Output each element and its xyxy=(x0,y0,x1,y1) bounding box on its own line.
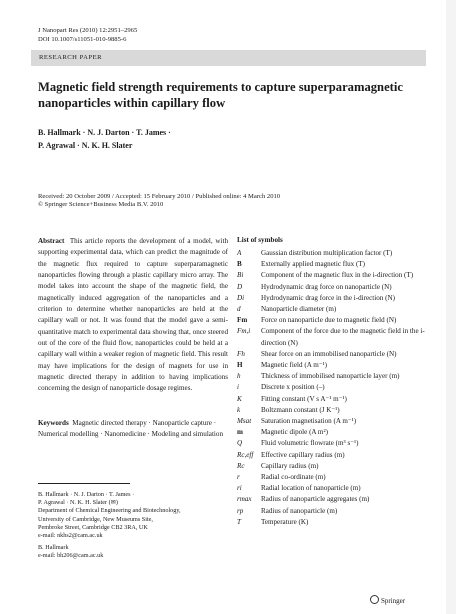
symbol-description: Thickness of immobilised nanoparticle layer (m) xyxy=(261,372,400,381)
symbol-row xyxy=(237,427,435,438)
keywords xyxy=(38,418,228,441)
symbol-description: Shear force on an immobilised nanoparticle (N) xyxy=(261,349,397,358)
publication-dates xyxy=(38,193,428,210)
symbol-description: Discrete x position (–) xyxy=(261,383,325,392)
symbol-description: Hydrodynamic drag force on nanoparticle (N) xyxy=(261,282,392,291)
symbol-row xyxy=(237,416,435,427)
affiliation-block xyxy=(38,491,228,561)
symbol-key: D xyxy=(237,282,243,291)
symbol-key: Bi xyxy=(237,271,244,280)
symbol-key: B xyxy=(237,260,242,269)
symbol-row xyxy=(237,394,435,405)
symbol-description: Radial co-ordinate (m) xyxy=(261,473,326,482)
page-edge xyxy=(446,0,456,614)
symbol-description: Temperature (K) xyxy=(261,517,309,526)
symbol-description: Radius of nanoparticle aggregates (m) xyxy=(261,495,370,504)
symbol-description: Gaussian distribution multiplication factor (T) xyxy=(261,249,393,257)
symbol-key: Di xyxy=(237,293,245,302)
symbol-description: Fluid volumetric flowrate (m³ s⁻¹) xyxy=(261,439,359,448)
keywords-label: Keywords xyxy=(38,419,69,427)
symbol-description: Hydrodynamic drag force in the i-direction (N) xyxy=(261,293,395,302)
symbol-key: Msat xyxy=(237,417,252,426)
symbol-row xyxy=(237,326,435,348)
symbol-row xyxy=(237,282,435,293)
symbol-description: Radius of nanoparticle (m) xyxy=(261,506,338,515)
symbol-description: Capillary radius (m) xyxy=(261,461,319,470)
dates-line: Received: 20 October 2009 / Accepted: 15 February 2010 / Published online: 4 March 2010 xyxy=(38,193,281,200)
authors-line-2: P. Agrawal · N. K. H. Slater xyxy=(38,140,133,150)
symbol-row xyxy=(237,450,435,461)
symbol-key: rmax xyxy=(237,495,252,504)
journal-header xyxy=(38,27,137,44)
symbol-description: Effective capillary radius (m) xyxy=(261,450,345,459)
publisher-footer xyxy=(370,595,405,605)
symbol-key: d xyxy=(237,305,241,314)
symbol-key: K xyxy=(237,394,242,403)
affil-email-1: e-mail: nkhs2@cam.ac.uk xyxy=(38,532,103,540)
symbol-description: Magnetic field (A m⁻¹) xyxy=(261,361,327,370)
symbol-key: A xyxy=(237,249,242,257)
symbol-key: m xyxy=(237,428,243,437)
symbol-key: Fm xyxy=(237,316,248,325)
symbol-key: rp xyxy=(237,506,244,515)
article-type-label: RESEARCH PAPER xyxy=(39,54,103,61)
symbol-row xyxy=(237,517,435,528)
journal-doi: DOI 10.1007/s11051-010-9885-6 xyxy=(38,35,127,43)
copyright-line: © Springer Science+Business Media B.V. 2010 xyxy=(38,201,164,209)
journal-citation: J Nanopart Res (2010) 12:2951–2965 xyxy=(38,27,138,34)
symbol-row xyxy=(237,315,435,326)
symbol-row xyxy=(237,349,435,360)
abstract-label: Abstract xyxy=(38,237,65,245)
symbol-description: Nanoparticle diameter (m) xyxy=(261,305,337,314)
springer-logo-icon xyxy=(370,595,379,604)
symbol-description: Component of the force due to the magnetic field in the i-direction (N) xyxy=(261,327,425,347)
symbol-row xyxy=(237,438,435,449)
affil-univ: University of Cambridge, New Museums Site, xyxy=(38,515,153,523)
affil-corr-name: B. Hallmark xyxy=(38,544,69,552)
symbol-row xyxy=(237,293,435,304)
symbol-row xyxy=(237,461,435,472)
symbol-description: Externally applied magnetic flux (T) xyxy=(261,260,366,269)
author-list xyxy=(38,127,368,152)
symbol-key: T xyxy=(237,517,241,526)
affil-email-2: e-mail: bh206@cam.ac.uk xyxy=(38,552,104,560)
symbol-description: Fitting constant (V s A⁻¹ m⁻¹) xyxy=(261,394,347,403)
symbol-key: r xyxy=(237,473,240,482)
symbol-key: Fm,i xyxy=(237,327,251,336)
symbol-key: k xyxy=(237,405,241,414)
symbols-list xyxy=(237,248,435,528)
symbol-row xyxy=(237,506,435,517)
symbol-row xyxy=(237,494,435,505)
symbol-row xyxy=(237,472,435,483)
symbol-description: Saturation magnetisation (A m⁻¹) xyxy=(261,417,357,426)
symbol-row xyxy=(237,483,435,494)
symbol-key: ri xyxy=(237,484,242,493)
symbols-heading: List of symbols xyxy=(237,236,283,244)
affil-dept: Department of Chemical Engineering and Biotechnology, xyxy=(38,507,181,515)
symbol-key: H xyxy=(237,361,243,370)
symbol-row xyxy=(237,405,435,416)
affil-names-1: B. Hallmark · N. J. Darton · T. James · xyxy=(38,491,135,498)
symbol-row xyxy=(237,371,435,382)
symbol-row xyxy=(237,304,435,315)
symbol-row xyxy=(237,360,435,371)
abstract xyxy=(38,236,228,395)
symbol-row xyxy=(237,382,435,393)
symbol-description: Boltzmann constant (J K⁻¹) xyxy=(261,405,340,414)
abstract-text: This article reports the development of a model, with supporting experimental data, which can predict the magnitude of the magnetic flux required to capture superparamagnetic nanoparticles flowing through a plastic capillary micro array. The model takes into account the shape of the magnetic field, the magnetically induced aggregation of the nanoparticles and a criterion to determine whether nanoparticles are held at the capillary wall or not. It was found that the model gave a semi-quantitative match to experimental data showing that, once steered out of the core of the fluid flow, nanoparticles could be held at a capillary wall within a weaker region of magnetic field. This result may have implications for the design of magnets for use in magnetic directed therapy in addition to having implications concerning the design of nanoparticle dosage regimes. xyxy=(38,237,229,393)
symbol-key: h xyxy=(237,372,241,381)
symbol-key: Rc,eff xyxy=(237,450,254,459)
publisher-name: Springer xyxy=(381,597,406,605)
symbol-description: Force on nanoparticle due to magnetic field (N) xyxy=(261,316,397,325)
affil-names-2: P. Agrawal · N. K. H. Slater (✉) xyxy=(38,499,118,507)
symbol-description: Radial location of nanoparticle (m) xyxy=(261,484,361,493)
article-type-banner xyxy=(31,50,426,66)
affil-street: Pembroke Street, Cambridge CB2 3RA, UK xyxy=(38,523,148,531)
footnote-rule xyxy=(38,483,130,484)
symbol-row xyxy=(237,248,435,259)
symbol-key: Q xyxy=(237,439,243,448)
symbol-row xyxy=(237,259,435,270)
authors-line-1: B. Hallmark · N. J. Darton · T. James · xyxy=(38,128,171,137)
paper-title: Magnetic field strength requirements to capture superparamagnetic nanoparticles within capillary flow xyxy=(38,80,403,110)
symbol-key: Fh xyxy=(237,349,245,358)
symbol-key: i xyxy=(237,383,239,392)
symbol-description: Magnetic dipole (A m²) xyxy=(261,428,328,437)
symbol-description: Component of the magnetic flux in the i-direction (T) xyxy=(261,271,414,280)
symbol-row xyxy=(237,270,435,281)
keywords-text: Magnetic directed therapy · Nanoparticle capture · Numerical modelling · Nanomedicine · Modeling and simulation xyxy=(38,419,223,439)
symbol-key: Rc xyxy=(237,461,245,470)
